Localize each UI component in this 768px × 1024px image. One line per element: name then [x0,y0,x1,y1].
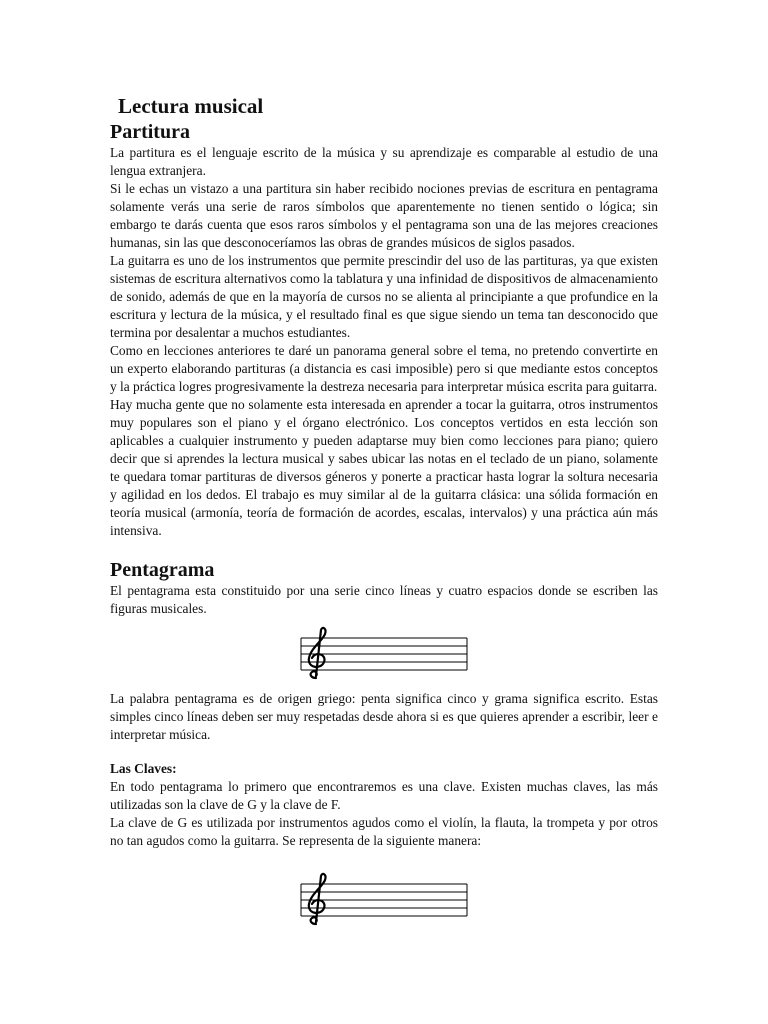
staff-figure [110,872,658,928]
paragraph: La partitura es el lenguaje escrito de la música y su aprendizaje es comparable al estudio de una lengua extranjera. [110,145,658,178]
paragraph: Hay mucha gente que no solamente esta interesada en aprender a tocar la guitarra, otros instrumentos muy populares son el piano y el órgano electrónico. Los conceptos vertidos en esta lección son aplicables a cualquier instrumento y pueden adaptarse muy bien como lecciones para piano; quiero decir que si aprendes la lectura musical y sabes ubicar las notas en el teclado de un piano, solamente te quedara tomar partituras de diversos géneros y ponerte a practicar hasta lograr la soltura necesaria y agilidad en los dedos. El trabajo es muy similar al de la guitarra clásica: una sólida formación en teoría musical (armonía, teoría de formación de acordes, escalas, intervalos) y una práctica aún más intensiva. [110,397,658,538]
staff-with-treble-clef [299,872,469,928]
paragraph: Si le echas un vistazo a una partitura sin haber recibido nociones previas de escritura en pentagrama solamente verás una serie de raros símbolos que aparentemente no tienen sentido o lógica; sin embargo te darás cuenta que esos raros símbolos y el pentagrama son una de las mejores creaciones humanas, sin las que desconoceríamos las obras de grandes músicos de siglos pasados. [110,181,658,250]
section-heading-claves: Las Claves: [110,761,177,776]
paragraph: La palabra pentagrama es de origen griego: penta significa cinco y grama significa escrito. Estas simples cinco líneas deben ser muy respetadas desde ahora si es que quieres aprender a escribir, leer e interpretar música. [110,691,658,742]
paragraph: La clave de G es utilizada por instrumentos agudos como el violín, la flauta, la trompeta y por otros no tan agudos como la guitarra. Se representa de la siguiente manera: [110,815,658,848]
staff-figure [110,626,658,682]
paragraph: En todo pentagrama lo primero que encontraremos es una clave. Existen muchas claves, las más utilizadas son la clave de G y la clave de F. [110,779,658,812]
staff-with-treble-clef [299,626,469,682]
document-page [110,92,658,928]
section-heading-partitura: Partitura [110,121,190,143]
paragraph: La guitarra es uno de los instrumentos que permite prescindir del uso de las partituras, ya que existen sistemas de escritura alternativos como la tablatura y una infinidad de dispositivos de almacenamiento de sonido, además de que en la mayoría de cursos no se alienta al principiante a que profundice en la escritura y lectura de la música, y el resultado final es que sigue siendo un tema tan desconocido que termina por desalentar a muchos estudiantes. [110,253,658,340]
document-title: Lectura musical [118,94,264,118]
paragraph: El pentagrama esta constituido por una serie cinco líneas y cuatro espacios donde se escriben las figuras musicales. [110,583,658,616]
section-heading-pentagrama: Pentagrama [110,559,215,581]
paragraph: Como en lecciones anteriores te daré un panorama general sobre el tema, no pretendo convertirte en un experto elaborando partituras (a distancia es casi imposible) pero si que mediante estos conceptos y la práctica logres progresivamente la destreza necesaria para interpretar música escrita para guitarra. [110,343,658,394]
